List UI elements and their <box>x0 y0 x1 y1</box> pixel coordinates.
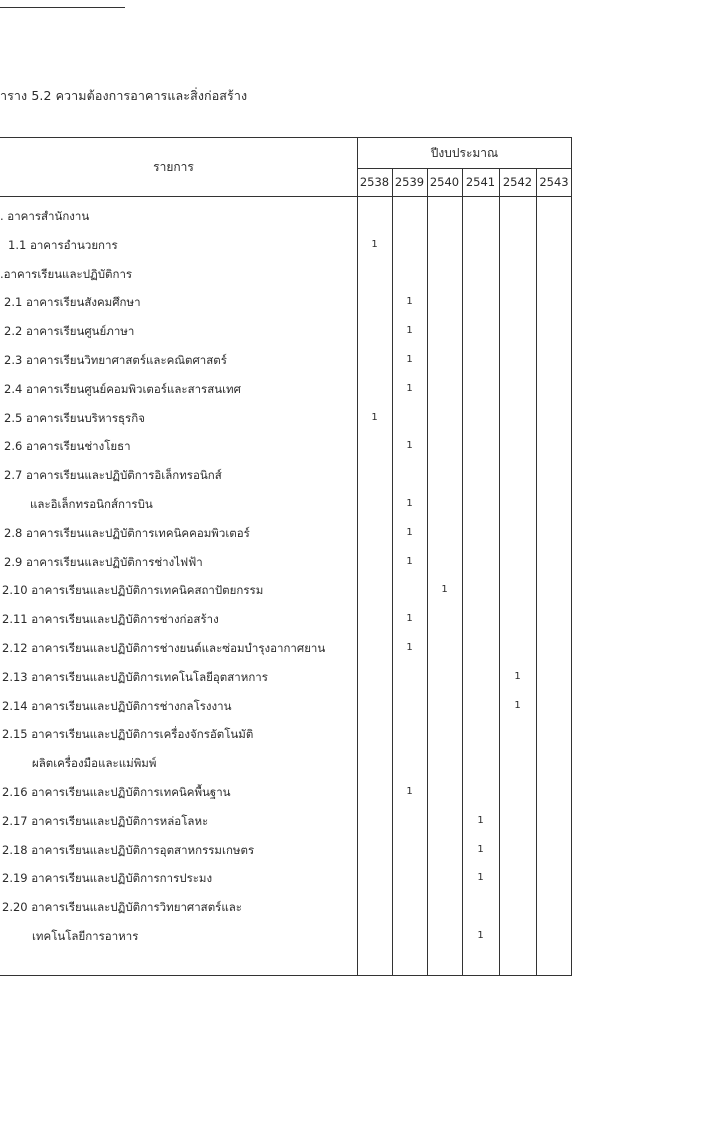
top-rule <box>0 7 125 8</box>
year-mark: 1 <box>514 670 521 682</box>
year-mark: 1 <box>477 814 484 826</box>
year-mark: 1 <box>406 642 413 653</box>
table-row-label: ผลิตเครื่องมือและแม่พิมพ์ <box>32 756 157 771</box>
table-row-label: 2.18 อาคารเรียนและปฏิบัติการอุตสาหกรรมเกษตร <box>2 842 255 857</box>
requirements-table <box>0 137 572 976</box>
table-row-label: 2.19 อาคารเรียนและปฏิบัติการการประมง <box>2 871 213 886</box>
table-caption: าราง 5.2 ความต้องการอาคารและสิ่งก่อสร้าง <box>0 88 248 103</box>
table-row-label: 2.2 อาคารเรียนศูนย์ภาษา <box>4 324 135 339</box>
table-row-label: 2.5 อาคารเรียนบริหารธุรกิจ <box>4 410 145 425</box>
year-mark: 1 <box>406 786 413 797</box>
divider-list-budget <box>357 138 358 975</box>
table-row-label: . อาคารสำนักงาน <box>0 209 90 223</box>
table-row-label: 2.12 อาคารเรียนและปฏิบัติการช่างยนต์และซ่อมบำรุงอากาศยาน <box>2 641 326 655</box>
table-row-label: 2.3 อาคารเรียนวิทยาศาสตร์และคณิตศาสตร์ <box>4 353 227 367</box>
divider-year-col <box>536 169 537 975</box>
year-mark: 1 <box>406 555 413 567</box>
table-row-label: 2.15 อาคารเรียนและปฏิบัติการเครื่องจักรอัตโนมัติ <box>2 727 254 742</box>
table-row-label: 2.4 อาคารเรียนศูนย์คอมพิวเตอร์และสารสนเทศ <box>4 381 241 396</box>
table-row-label: .อาคารเรียนและปฏิบัติการ <box>0 266 133 281</box>
year-header: 2539 <box>394 175 425 189</box>
table-row-label: 2.20 อาคารเรียนและปฏิบัติการวิทยาศาสตร์และ <box>2 900 242 915</box>
header-list: รายการ <box>153 160 194 174</box>
year-mark: 1 <box>371 238 378 250</box>
year-mark: 1 <box>406 325 413 337</box>
table-row-label: 2.11 อาคารเรียนและปฏิบัติการช่างก่อสร้าง <box>2 612 219 627</box>
table-row-label: 2.8 อาคารเรียนและปฏิบัติการเทคนิคคอมพิวเตอร์ <box>4 525 250 540</box>
divider-year-col <box>499 169 500 975</box>
header-budget: ปีงบประมาณ <box>430 146 499 160</box>
year-mark: 1 <box>406 382 413 394</box>
year-header: 2538 <box>359 175 390 189</box>
table-row-label: 1.1 อาคารอำนวยการ <box>8 237 118 252</box>
table-row-label: 2.6 อาคารเรียนช่างโยธา <box>4 439 131 454</box>
year-mark: 1 <box>406 613 413 625</box>
table-row-label: 2.17 อาคารเรียนและปฏิบัติการหล่อโลหะ <box>2 813 209 828</box>
year-header: 2540 <box>429 175 460 189</box>
year-mark: 1 <box>406 526 413 538</box>
year-mark: 1 <box>514 699 521 711</box>
year-header: 2543 <box>539 175 569 189</box>
year-mark: 1 <box>441 584 448 596</box>
divider-year-col <box>427 169 428 975</box>
year-mark: 1 <box>477 872 484 884</box>
year-mark: 1 <box>477 843 484 855</box>
table-row-label: 2.13 อาคารเรียนและปฏิบัติการเทคโนโลยีอุตสาหการ <box>2 669 268 684</box>
table-row-label: 2.9 อาคารเรียนและปฏิบัติการช่างไฟฟ้า <box>4 554 203 569</box>
divider-year-col <box>392 169 393 975</box>
year-mark: 1 <box>371 411 378 423</box>
table-row-label: และอิเล็กทรอนิกส์การบิน <box>30 497 153 511</box>
table-row-label: 2.7 อาคารเรียนและปฏิบัติการอิเล็กทรอนิกส์ <box>4 468 222 483</box>
divider-header-body <box>0 196 572 197</box>
year-header: 2542 <box>502 175 533 189</box>
year-header: 2541 <box>465 175 496 189</box>
year-mark: 1 <box>477 930 484 941</box>
year-mark: 1 <box>406 354 413 365</box>
divider-budget-years <box>357 168 572 169</box>
table-row-label: 2.10 อาคารเรียนและปฏิบัติการเทคนิคสถาปัตยกรรม <box>2 583 264 598</box>
table-row-label: 2.16 อาคารเรียนและปฏิบัติการเทคนิคพื้นฐาน <box>2 785 231 799</box>
table-row-label: 2.1 อาคารเรียนสังคมศึกษา <box>4 295 141 310</box>
year-mark: 1 <box>406 440 413 452</box>
table-row-label: 2.14 อาคารเรียนและปฏิบัติการช่างกลโรงงาน <box>2 698 232 713</box>
year-mark: 1 <box>406 498 413 509</box>
year-mark: 1 <box>406 296 413 308</box>
table-row-label: เทคโนโลยีการอาหาร <box>32 929 139 943</box>
